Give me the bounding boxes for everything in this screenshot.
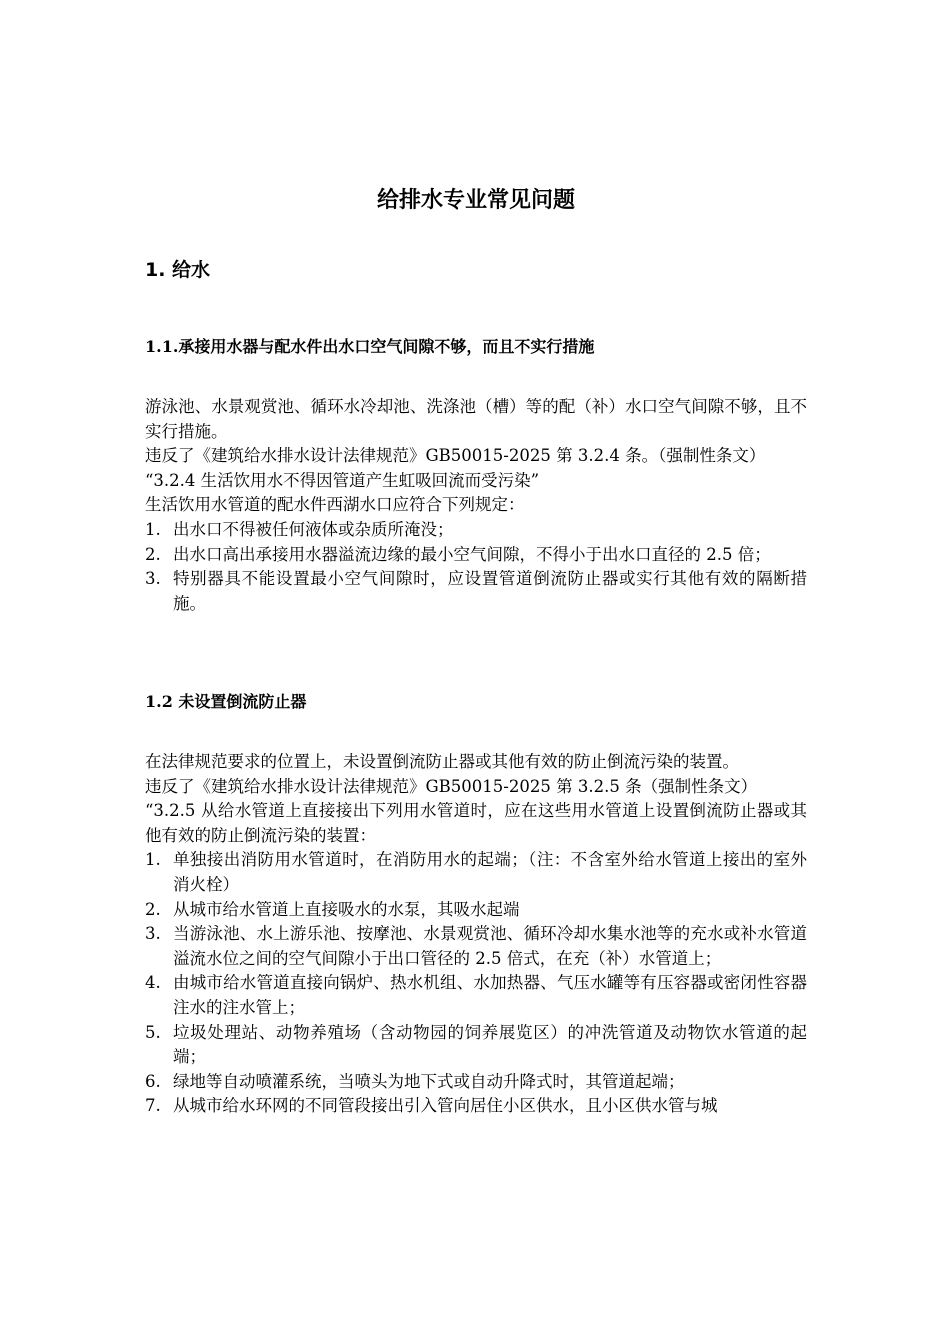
- list-item: [145, 518, 807, 543]
- list-item-text: 当游泳池、水上游乐池、按摩池、水景观赏池、循环冷却水集水池等的充水或补水管道溢流水位之间的空气间隙小于出口管径的 2.5 倍式，在充（补）水管道上；: [173, 924, 807, 968]
- list-item-number: 1.: [145, 519, 161, 539]
- list-item-text: 出水口高出承接用水器溢流边缘的最小空气间隙，不得小于出水口直径的 2.5 倍；: [173, 544, 771, 564]
- list-item-text: 出水口不得被任何液体或杂质所淹没；: [173, 519, 454, 539]
- list-item-text: 特别器具不能设置最小空气间隙时，应设置管道倒流防止器或实行其他有效的隔断措施。: [173, 569, 807, 613]
- quoted-clause: “3.2.4 生活饮用水不得因管道产生虹吸回流而受污染”: [145, 470, 540, 490]
- document-title: 给排水专业常见问题: [376, 187, 575, 213]
- document-page: [145, 0, 807, 1344]
- list-item: [145, 848, 807, 897]
- list-item: [145, 971, 807, 1020]
- list-item-number: 1.: [145, 850, 161, 870]
- list-item: [145, 1021, 807, 1070]
- list-item-number: 7.: [145, 1096, 161, 1116]
- list-item-text: 绿地等自动喷灌系统，当喷头为地下式或自动升降式时，其管道起端；: [173, 1071, 685, 1091]
- list-item-number: 3.: [145, 569, 161, 589]
- subsection-heading-1-2: 1.2 未设置倒流防止器: [145, 692, 307, 711]
- list-item-text: 垃圾处理站、动物养殖场（含动物园的饲养展览区）的冲洗管道及动物饮水管道的起端；: [173, 1022, 807, 1067]
- subsection-heading-1-1: 1.1.承接用水器与配水件出水口空气间隙不够，而且不实行措施: [145, 337, 595, 356]
- numbered-list: [145, 848, 807, 1119]
- list-item-number: 5.: [145, 1022, 161, 1042]
- list-item-number: 3.: [145, 924, 161, 944]
- section-heading-water-supply: 1. 给水: [145, 259, 211, 281]
- list-item-text: 从城市给水管道上直接吸水的水泵，其吸水起端: [173, 899, 520, 919]
- list-item-number: 4.: [145, 973, 161, 993]
- list-item-text: 单独接出消防用水管道时，在消防用水的起端；（注：不含室外给水管道上接出的室外消火栓）: [173, 850, 807, 894]
- quoted-clause: “3.2.5 从给水管道上直接接出下列用水管道时，应在这些用水管道上设置倒流防止器或其他有效的防止倒流污染的装置：: [145, 801, 807, 845]
- list-item-number: 2.: [145, 544, 161, 564]
- numbered-list: [145, 518, 807, 616]
- paragraph: 在法律规范要求的位置上，未设置倒流防止器或其他有效的防止倒流污染的装置。: [145, 752, 739, 771]
- list-item-text: 从城市给水环网的不同管段接出引入管向居住小区供水，且小区供水管与城: [173, 1096, 718, 1116]
- list-item: [145, 1070, 807, 1095]
- paragraph: 违反了《建筑给水排水设计法律规范》GB50015-2025 第 3.2.5 条（强制性条文）: [145, 776, 758, 796]
- list-item-text: 由城市给水管道直接向锅炉、热水机组、水加热器、气压水罐等有压容器或密闭性容器注水的注水管上；: [173, 973, 807, 1017]
- subsection-body-1-2: [145, 750, 807, 1119]
- list-item-number: 2.: [145, 899, 161, 919]
- list-item: [145, 1094, 807, 1119]
- paragraph: 游泳池、水景观赏池、循环水冷却池、洗涤池（槽）等的配（补）水口空气间隙不够，且不实行措施。: [145, 397, 807, 441]
- list-item: [145, 567, 807, 616]
- paragraph: 违反了《建筑给水排水设计法律规范》GB50015-2025 第 3.2.4 条。（强制性条文）: [145, 446, 766, 466]
- subsection-body-1-1: [145, 395, 807, 616]
- paragraph: 生活饮用水管道的配水件西湖水口应符合下列规定：: [145, 495, 525, 515]
- list-item-number: 6.: [145, 1071, 161, 1091]
- list-item: [145, 543, 807, 568]
- list-item: [145, 898, 807, 923]
- list-item: [145, 922, 807, 971]
